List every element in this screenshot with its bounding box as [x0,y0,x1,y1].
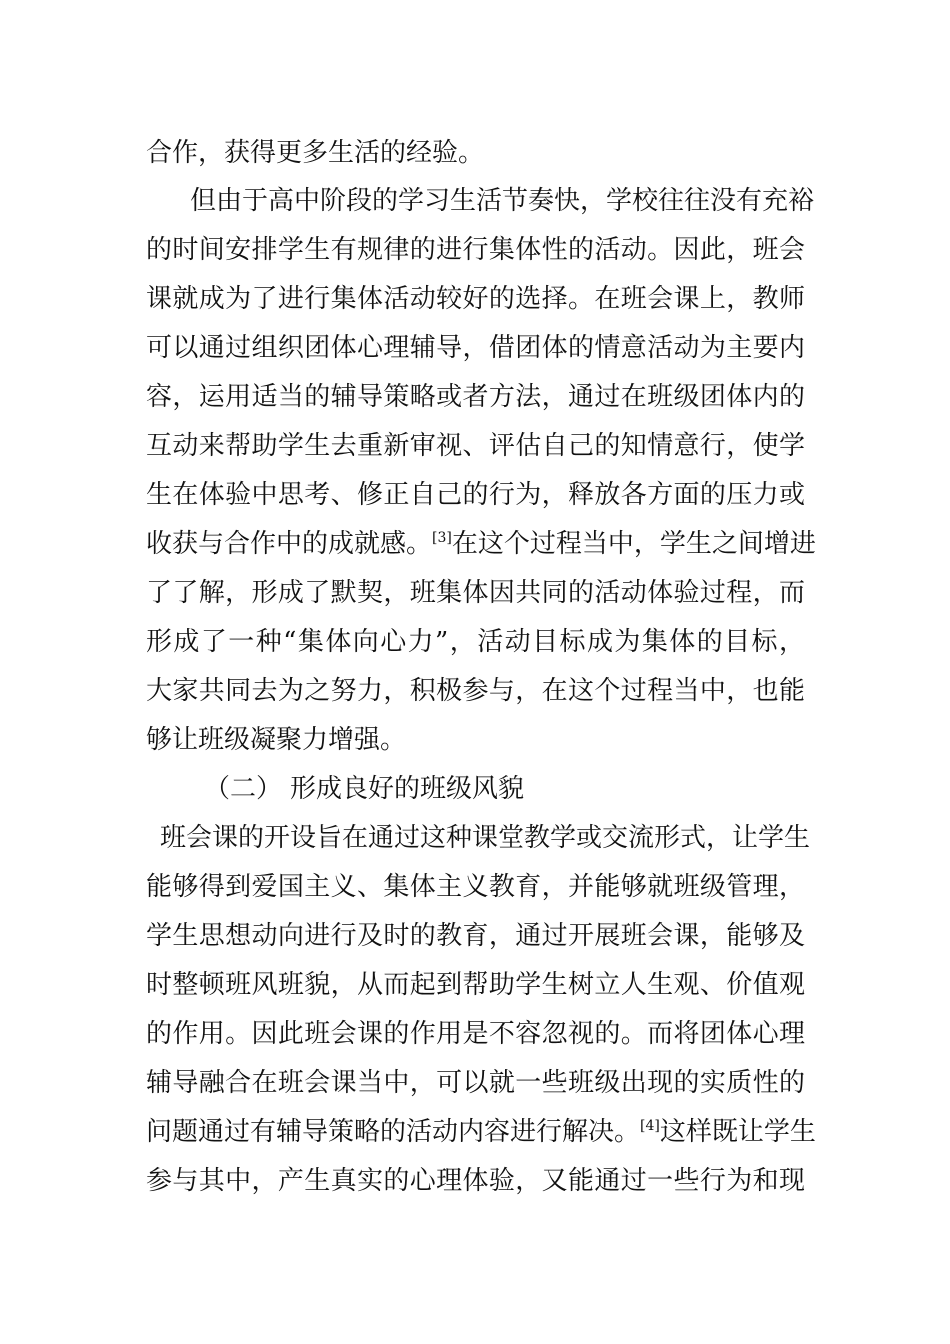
paragraph-line: 够让班级凝聚力增强。 [146,725,407,755]
paragraph-line: 的作用。因此班会课的作用是不容忽视的。而将团体心理 [146,1019,805,1049]
paragraph-line: 学生思想动向进行及时的教育，通过开展班会课，能够及 [146,921,805,951]
paragraph-line: 互动来帮助学生去重新审视、评估自己的知情意行，使学 [146,431,805,461]
paragraph-line: 可以通过组织团体心理辅导，借团体的情意活动为主要内 [146,333,805,363]
paragraph-line: 能够得到爱国主义、集体主义教育，并能够就班级管理， [146,872,805,902]
paragraph-line-with-citation [146,524,816,564]
paragraph-line: 班会课的开设旨在通过这种课堂教学或交流形式，让学生 [160,823,811,853]
citation-text-before: 问题通过有辅导策略的活动内容进行解决。 [146,1117,641,1147]
paragraph-line: 课就成为了进行集体活动较好的选择。在班会课上，教师 [146,284,805,314]
paragraph-line: 了了解，形成了默契，班集体因共同的活动体验过程，而 [146,578,805,608]
paragraph-line: 辅导融合在班会课当中，可以就一些班级出现的实质性的 [146,1068,805,1098]
paragraph-line: 合作，获得更多生活的经验。 [146,138,485,168]
paragraph-line: 容，运用适当的辅导策略或者方法，通过在班级团体内的 [146,382,805,412]
citation-text-after: 在这个过程当中，学生之间增进 [451,529,816,559]
section-heading [204,769,524,809]
section-heading-number: （二） [204,774,283,804]
paragraph-line: 形成了一种“集体向心力”，活动目标成为集体的目标， [146,627,805,657]
paragraph-line: 大家共同去为之努力，积极参与，在这个过程当中，也能 [146,676,805,706]
paragraph-line: 生在体验中思考、修正自己的行为，释放各方面的压力或 [146,480,805,510]
paragraph-line: 参与其中，产生真实的心理体验，又能通过一些行为和现 [146,1166,805,1196]
paragraph-line-with-citation [146,1112,816,1152]
citation-text-after: 这样既让学生 [659,1117,816,1147]
paragraph-line: 时整顿班风班貌，从而起到帮助学生树立人生观、价值观 [146,970,805,1000]
section-heading-title: 形成良好的班级风貌 [290,774,525,804]
paragraph-line: 但由于高中阶段的学习生活节奏快，学校往往没有充裕 [190,186,815,216]
citation-ref[interactable]: [4] [640,1118,660,1134]
citation-text-before: 收获与合作中的成就感。 [146,529,433,559]
citation-ref[interactable]: [3] [432,530,452,546]
paragraph-line: 的时间安排学生有规律的进行集体性的活动。因此，班会 [146,235,805,265]
